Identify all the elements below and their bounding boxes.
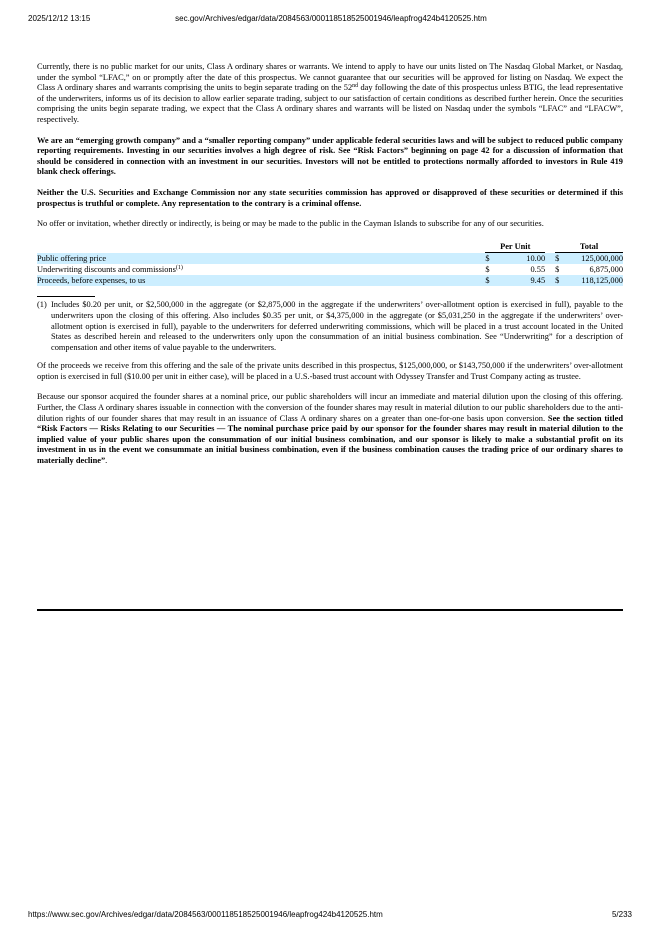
page-end-rule [37,609,623,611]
listing-paragraph: Currently, there is no public market for our units, Class A ordinary shares or warrants. We intend to apply to have our units listed on The Nasdaq Global Market, or Nasdaq, under the symbol “LFAC,” on or promptly after the date of this prospectus. We cannot guarantee that our securities will be approved for listing on Nasdaq. We expect the Class A ordinary shares and warrants comprising the units to begin separate trading on the 52nd day following the date of this prospectus unless BTIG, the lead representative of the underwriters, informs us of its decision to allow earlier separate trading, subject to our satisfaction of certain conditions as described further herein. Once the securities comprising the units begin separate trading, we expect that the Class A ordinary shares and warrants will be listed on Nasdaq under the symbols “LFAC” and “LFACW”, respectively. [37,62,623,124]
emerging-growth-paragraph: We are an “emerging growth company” and a “smaller reporting company” under applicable federal securities laws and will be subject to reduced public company reporting requirements. Investing in our securities involves a high degree of risk. See “Risk Factors” beginning on page 42 for a discussion of information that should be considered in connection with an investment in our securities. Investors will not be entitled to protections normally afforded to investors in Rule 419 blank check offerings. [37,135,623,177]
footnote-text: Includes $0.20 per unit, or $2,500,000 in the aggregate (or $2,875,000 in the aggregate if the underwriters’ over-allotment option is exercised in full), payable to the underwriters upon the closing of this offering. Also includes $0.35 per unit, or $4,375,000 in the aggregate (or $5,031,250 in the aggregate if the underwriters’ over-allotment option is exercised in full), payable to the underwriters for deferred underwriting commissions, which will be placed in a trust account located in the United States as described herein and released to the underwriters only upon the consummation of an initial business combination. See “Underwriting” for a description of compensation and other items of value payable to the underwriters. [51,300,623,352]
cayman-paragraph: No offer or invitation, whether directly or indirectly, is being or may be made to the public in the Cayman Islands to subscribe for any of our securities. [37,219,544,229]
page-number: 5/233 [611,910,632,919]
page-title: sec.gov/Archives/edgar/data/2084563/000118518525001946/leapfrog424b4120525.htm [175,14,487,23]
per-unit-header: Per Unit [485,242,545,254]
table-row: Underwriting discounts and commissions$^{(1)}$ $ 0.55 $ 6,875,000 [37,265,623,275]
page-url[interactable]: https://www.sec.gov/Archives/edgar/data/2084563/000118518525001946/leapfrog424b4120525.htm [28,910,383,919]
trust-account-paragraph: Of the proceeds we receive from this offering and the sale of the private units described in this prospectus, $125,000,000, or $143,750,000 if the underwriters’ over-allotment option is exercised in full ($10.00 per unit in either case), will be placed in a U.S.-based trust account with Odyssey Transfer and Trust Company acting as trustee. [37,361,623,381]
offering-price-table [37,242,623,287]
sec-disclaimer-paragraph: Neither the U.S. Securities and Exchange Commission nor any state securities commission has approved or disapproved of these securities or determined if this prospectus is truthful or complete. Any representation to the contrary is a criminal offense. [37,187,623,208]
total-header: Total [555,242,623,254]
footnote-rule [37,296,95,297]
table-row: Public offering price $ 10.00 $ 125,000,000 [37,254,623,264]
dilution-paragraph: Because our sponsor acquired the founder shares at a nominal price, our public shareholders will incur an immediate and material dilution upon the closing of this offering. Further, the Class A ordinary shares issuable in connection with the conversion of the founder shares may result in material dilution to our public shareholders due to the anti-dilution rights of our founder shares that may result in an issuance of Class A ordinary shares on a greater than one-for-one basis upon conversion. See the section titled “Risk Factors — Risks Relating to our Securities — The nominal purchase price paid by our sponsor for the founder shares may result in material dilution to the implied value of your public shares upon the consummation of our initial business combination, and our sponsor is likely to make a substantial profit on its investment in us in the event we consummate an initial business combination, even if the business combination causes the trading price of our ordinary shares to materially decline”. [37,392,623,466]
print-datetime: 2025/12/12 13:15 [28,14,91,23]
footnote-number: (1) [37,300,47,310]
table-header-row [37,242,623,254]
table-row: Proceeds, before expenses, to us $ 9.45 $ 118,125,000 [37,276,623,286]
prospectus-content [37,62,623,477]
footnote [37,300,623,353]
